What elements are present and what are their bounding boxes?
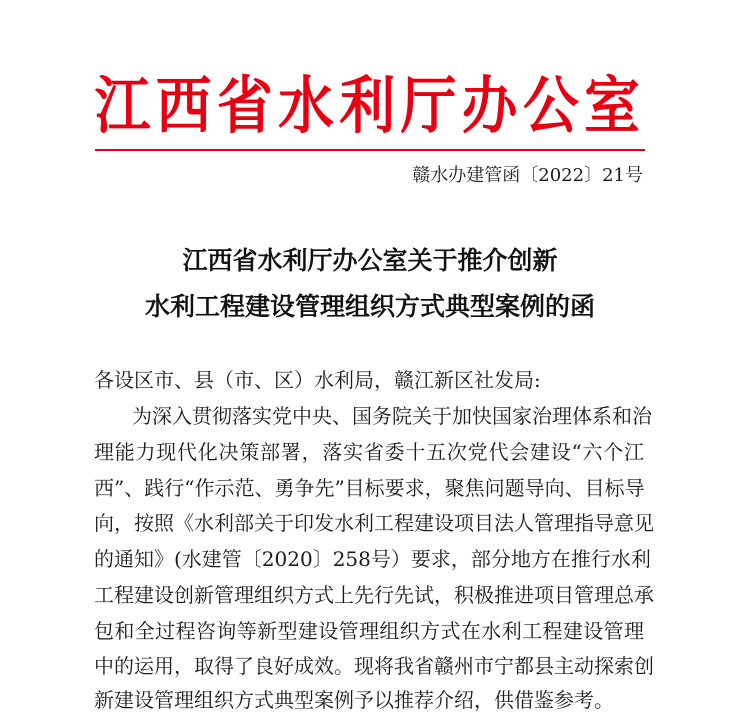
body-line: 西”、践行“作示范、勇争先”目标要求，聚焦问题导向、目标导 bbox=[94, 476, 645, 500]
body-line: 中的运用，取得了良好成效。现将我省赣州市宁都县主动探索创 bbox=[94, 654, 654, 678]
body-line: 向，按照《水利部关于印发水利工程建设项目法人管理指导意见 bbox=[94, 511, 654, 535]
red-divider-line bbox=[95, 149, 645, 151]
body-line: 包和全过程咨询等新型建设管理组织方式在水利工程建设管理 bbox=[94, 619, 644, 643]
document-title-line-1: 江西省水利厅办公室关于推介创新 bbox=[182, 246, 558, 275]
body-line: 为深入贯彻落实党中央、国务院关于加快国家治理体系和治 bbox=[132, 404, 652, 428]
body-line: 的通知》(水建管〔2020〕258号）要求，部分地方在推行水利 bbox=[94, 547, 651, 571]
org-letterhead: 江西省水利厅办公室 bbox=[94, 69, 646, 142]
salutation: 各设区市、县（市、区）水利局，赣江新区社发局: bbox=[94, 368, 541, 392]
body-line: 工程建设创新管理组织方式上先行先试，积极推进项目管理总承 bbox=[94, 583, 654, 607]
document-number: 赣水办建管函〔2022〕21号 bbox=[412, 165, 643, 186]
body-line: 新建设管理组织方式典型案例予以推荐介绍，供借鉴参考。 bbox=[94, 688, 614, 712]
document-title-line-2: 水利工程建设管理组织方式典型案例的函 bbox=[144, 292, 595, 321]
body-line: 理能力现代化决策部署，落实省委十五次党代会建设“六个江 bbox=[94, 440, 644, 464]
